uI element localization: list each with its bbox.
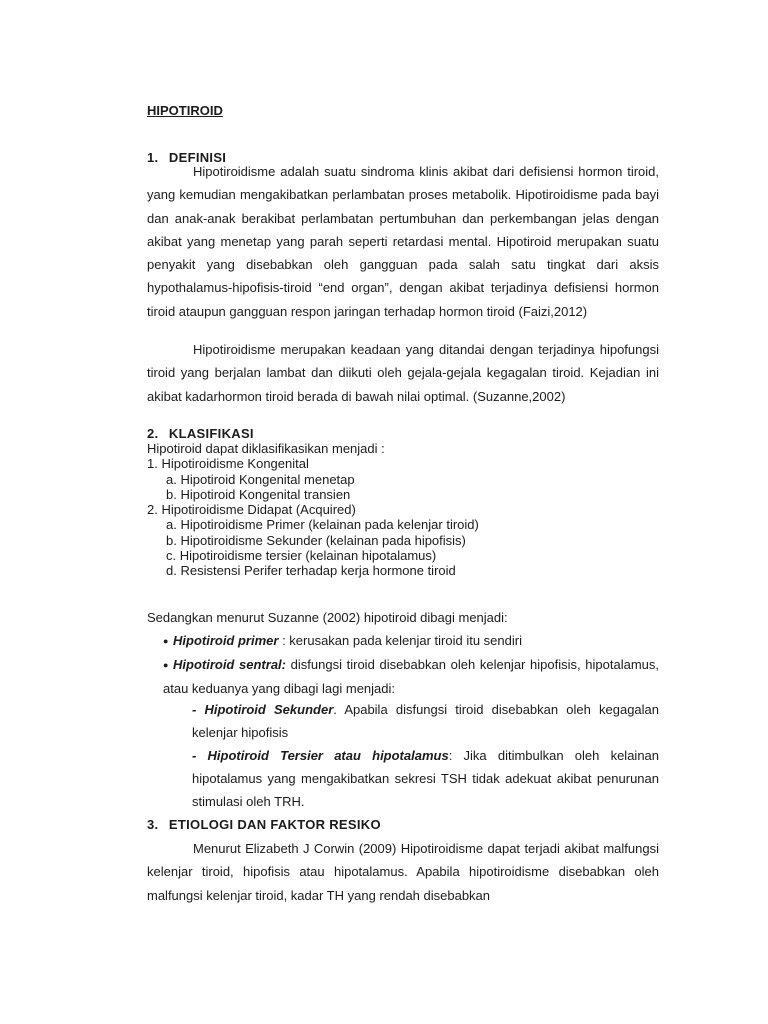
- section-title: DEFINISI: [168, 150, 227, 165]
- definisi-paragraph-2: [147, 338, 659, 408]
- section-number: 2.: [147, 426, 159, 441]
- list-item: 2. Hipotiroidisme Didapat (Acquired): [147, 502, 356, 518]
- list-item: a. Hipotiroidisme Primer (kelainan pada kelenjar tiroid): [166, 517, 479, 533]
- bullet-item-primer: [163, 629, 659, 653]
- paragraph-text: Hipotiroidisme adalah suatu sindroma klinis akibat dari defisiensi hormon tiroid, yang kemudian mengakibatkan perlambatan proses metabolik. Hipotiroidisme pada bayi dan anak-anak berakibat perlambatan pertumbuhan dan perkembangan jelas dengan akibat yang menetap yang parah seperti retardasi mental. Hipotiroid merupakan suatu penyakit yang disebabkan oleh gangguan pada salah satu tingkat dari aksis hypothalamus-hipofisis-tiroid “end organ”, dengan akibat terjadinya defisiensi hormon tiroid ataupun gangguan respon jaringan terhadap hormon tiroid (Faizi,2012): [147, 164, 659, 319]
- section-heading-klasifikasi: [147, 426, 254, 441]
- list-item: b. Hipotiroid Kongenital transien: [166, 486, 351, 502]
- list-item: a. Hipotiroid Kongenital menetap: [166, 471, 355, 487]
- bullet-icon: ●: [163, 660, 169, 670]
- section-number: 3.: [147, 817, 159, 832]
- etiologi-paragraph-1: [147, 837, 659, 907]
- definisi-paragraph-1: [147, 160, 659, 323]
- section-number: 1.: [147, 150, 159, 165]
- section-title: ETIOLOGI DAN FAKTOR RESIKO: [168, 817, 381, 832]
- bullet-text: : kerusakan pada kelenjar tiroid itu sendiri: [278, 633, 522, 648]
- bullet-term: Hipotiroid primer: [173, 633, 279, 648]
- bullet-icon: ●: [163, 636, 169, 646]
- section-title: KLASIFIKASI: [168, 426, 254, 441]
- dash-term: - Hipotiroid Sekunder: [192, 702, 334, 717]
- section-heading-etiologi: [147, 817, 381, 832]
- bullet-item-sentral: [163, 653, 659, 700]
- klasifikasi-intro: Hipotiroid dapat diklasifikasikan menjadi :: [147, 441, 385, 456]
- list-item: 1. Hipotiroidisme Kongenital: [147, 456, 309, 472]
- list-item: c. Hipotiroidisme tersier (kelainan hipotalamus): [166, 548, 437, 564]
- paragraph-text: Hipotiroidisme merupakan keadaan yang ditandai dengan terjadinya hipofungsi tiroid yang berjalan lambat dan diikuti oleh gejala-gejala kegagalan tiroid. Kejadian ini akibat kadarhormon tiroid berada di bawah nilai optimal. (Suzanne,2002): [147, 342, 659, 404]
- list-item: d. Resistensi Perifer terhadap kerja hormone tiroid: [166, 563, 456, 579]
- bullet-term: Hipotiroid sentral:: [173, 657, 286, 672]
- dash-item-sekunder: [192, 698, 659, 744]
- dash-term: - Hipotiroid Tersier atau hipotalamus: [192, 748, 449, 763]
- klasifikasi-list: [147, 441, 667, 579]
- suzanne-intro: Sedangkan menurut Suzanne (2002) hipotiroid dibagi menjadi:: [147, 610, 508, 625]
- dash-text: . Apabila disfungsi tiroid disebabkan oleh kegagalan kelenjar hipofisis: [192, 702, 660, 740]
- document-title: HIPOTIROID: [147, 103, 223, 118]
- list-item: b. Hipotiroidisme Sekunder (kelainan pada hipofisis): [166, 532, 466, 548]
- bullet-text: disfungsi tiroid disebabkan oleh kelenjar hipofisis, hipotalamus, atau keduanya yang dibagi lagi menjadi:: [163, 657, 659, 696]
- paragraph-text: Menurut Elizabeth J Corwin (2009) Hipotiroidisme dapat terjadi akibat malfungsi kelenjar tiroid, hipofisis atau hipotalamus. Apabila hipotiroidisme disebabkan oleh malfungsi kelenjar tiroid, kadar TH yang rendah disebabkan: [147, 841, 659, 903]
- dash-item-tersier: [192, 744, 659, 813]
- dash-text: : Jika ditimbulkan oleh kelainan hipotalamus yang mengakibatkan sekresi TSH tidak adekuat akibat penurunan stimulasi oleh TRH.: [192, 748, 660, 809]
